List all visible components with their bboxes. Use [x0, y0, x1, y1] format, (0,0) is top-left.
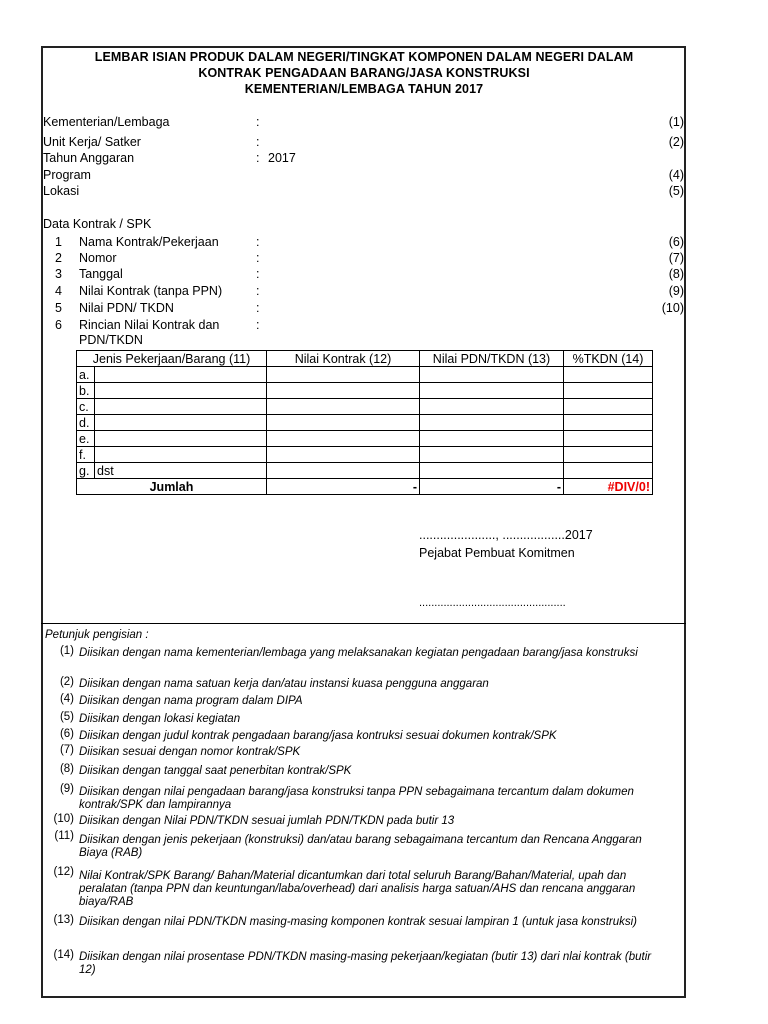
- title-line-1: LEMBAR ISIAN PRODUK DALAM NEGERI/TINGKAT KOMPONEN DALAM NEGERI DALAM: [94, 50, 634, 64]
- guide-text: Diisikan dengan nama program dalam DIPA: [79, 695, 303, 707]
- field-label-program: Program: [43, 168, 91, 182]
- row-nilai-pdn[interactable]: [420, 415, 564, 431]
- item-number: 5: [55, 301, 62, 315]
- row-nilai-kontrak[interactable]: [267, 447, 420, 463]
- row-nilai-kontrak[interactable]: [267, 463, 420, 479]
- guide-num: (2): [59, 676, 74, 688]
- row-nilai-kontrak[interactable]: [267, 431, 420, 447]
- row-tkdn[interactable]: [564, 367, 653, 383]
- guide-num: (14): [53, 949, 74, 961]
- guide-text: Diisikan dengan judul kontrak pengadaan barang/jasa kontruksi sesuai dokumen kontrak/SPK: [79, 730, 557, 742]
- item-ref: (7): [668, 251, 684, 265]
- item-label: Rincian Nilai Kontrak dan: [79, 318, 220, 332]
- row-letter: b.: [77, 383, 95, 399]
- total-nilai-kontrak: -: [267, 479, 420, 495]
- table-row: [77, 383, 653, 399]
- signature-role: Pejabat Pembuat Komitmen: [419, 546, 575, 560]
- table-row: [77, 463, 653, 479]
- item-colon: :: [256, 284, 260, 298]
- field-ref: (1): [668, 115, 684, 129]
- guide-text: Diisikan sesuai dengan nomor kontrak/SPK: [79, 746, 301, 758]
- guide-num: (11): [54, 830, 74, 842]
- row-nilai-kontrak[interactable]: [267, 383, 420, 399]
- guide-num: (9): [59, 783, 74, 795]
- row-letter: a.: [77, 367, 95, 383]
- row-tkdn[interactable]: [564, 383, 653, 399]
- table-row: [77, 447, 653, 463]
- row-tkdn[interactable]: [564, 431, 653, 447]
- section-divider: [41, 623, 686, 624]
- field-colon: :: [256, 115, 260, 129]
- item-number: 1: [55, 235, 62, 249]
- row-letter: f.: [77, 447, 95, 463]
- table-header-row: [77, 351, 653, 367]
- item-number: 4: [55, 284, 62, 298]
- row-desc[interactable]: [95, 399, 267, 415]
- row-nilai-kontrak[interactable]: [267, 367, 420, 383]
- row-nilai-pdn[interactable]: [420, 399, 564, 415]
- field-label-lokasi: Lokasi: [43, 184, 80, 198]
- item-number: 6: [55, 318, 62, 332]
- row-tkdn[interactable]: [564, 447, 653, 463]
- guide-title: Petunjuk pengisian :: [45, 629, 149, 641]
- col-header-nilai-pdn: Nilai PDN/TKDN (13): [420, 351, 564, 367]
- row-letter: e.: [77, 431, 95, 447]
- table-row: [77, 399, 653, 415]
- item-ref: (6): [668, 235, 684, 249]
- field-ref: (5): [668, 184, 684, 198]
- row-nilai-kontrak[interactable]: [267, 415, 420, 431]
- field-label-tahun-anggaran: Tahun Anggaran: [43, 151, 135, 165]
- item-ref: (8): [668, 267, 684, 281]
- item-label: Nama Kontrak/Pekerjaan: [79, 235, 219, 249]
- guide-num: (12): [53, 866, 74, 878]
- signature-line: ................................................: [419, 597, 566, 609]
- item-label-continued: PDN/TKDN: [79, 333, 143, 347]
- col-header-nilai-kontrak: Nilai Kontrak (12): [267, 351, 420, 367]
- guide-text: Diisikan dengan nilai pengadaan barang/jasa konstruksi tanpa PPN sebagaimana tercantum dalam dokumen kontrak/SPK dan lampirannya: [79, 786, 634, 811]
- field-colon: :: [256, 151, 260, 165]
- row-desc[interactable]: dst: [95, 463, 267, 479]
- title-line-2: KONTRAK PENGADAAN BARANG/JASA KONSTRUKSI: [198, 66, 530, 80]
- row-letter: c.: [77, 399, 95, 415]
- total-nilai-pdn: -: [420, 479, 564, 495]
- table-row: [77, 431, 653, 447]
- guide-text: Diisikan dengan tanggal saat penerbitan kontrak/SPK: [79, 765, 352, 777]
- guide-num: (6): [59, 728, 74, 740]
- item-colon: :: [256, 318, 260, 332]
- item-label: Tanggal: [79, 267, 123, 281]
- item-colon: :: [256, 267, 260, 281]
- guide-num: (13): [53, 914, 74, 926]
- row-desc[interactable]: [95, 431, 267, 447]
- item-ref: (9): [668, 284, 684, 298]
- field-value-tahun-anggaran: 2017: [268, 151, 296, 165]
- item-label: Nilai PDN/ TKDN: [79, 301, 174, 315]
- item-colon: :: [256, 235, 260, 249]
- row-nilai-pdn[interactable]: [420, 367, 564, 383]
- item-number: 2: [55, 251, 62, 265]
- guide-text: Diisikan dengan nilai PDN/TKDN masing-masing komponen kontrak sesuai lampiran 1 (untuk jasa konstruksi): [79, 916, 637, 928]
- field-label-kementerian: Kementerian/Lembaga: [43, 115, 170, 129]
- item-colon: :: [256, 251, 260, 265]
- row-desc[interactable]: [95, 447, 267, 463]
- guide-num: (5): [59, 711, 74, 723]
- row-tkdn[interactable]: [564, 463, 653, 479]
- item-label: Nilai Kontrak (tanpa PPN): [79, 284, 223, 298]
- row-desc[interactable]: [95, 383, 267, 399]
- col-header-tkdn: %TKDN (14): [564, 351, 653, 367]
- row-nilai-pdn[interactable]: [420, 463, 564, 479]
- row-letter: d.: [77, 415, 95, 431]
- guide-num: (8): [59, 763, 74, 775]
- field-colon: :: [256, 135, 260, 149]
- title-line-3: KEMENTERIAN/LEMBAGA TAHUN 2017: [244, 82, 484, 96]
- signature-date-line: ......................, ..................2017: [419, 528, 593, 542]
- guide-text: Diisikan dengan nama satuan kerja dan/atau instansi kuasa pengguna anggaran: [79, 678, 489, 690]
- total-label: Jumlah: [77, 479, 267, 495]
- row-tkdn[interactable]: [564, 399, 653, 415]
- guide-text: Diisikan dengan Nilai PDN/TKDN sesuai jumlah PDN/TKDN pada butir 13: [79, 815, 455, 827]
- guide-text: Nilai Kontrak/SPK Barang/ Bahan/Material dicantumkan dari total seluruh Barang/Bahan/Material, upah dan peralatan (tanpa PPN dan keuntungan/laba/overhead) dari analisis harga satuan/AHS dan rencana anggaran biaya/RAB: [79, 870, 636, 908]
- table-total-row: [77, 479, 653, 495]
- item-ref: (10): [661, 301, 684, 315]
- table-row: [77, 415, 653, 431]
- guide-text: Diisikan dengan nama kementerian/lembaga yang melaksanakan kegiatan pengadaan barang/jasa konstruksi: [79, 647, 638, 659]
- rincian-table: [76, 350, 653, 495]
- guide-num: (4): [59, 693, 74, 705]
- row-nilai-pdn[interactable]: [420, 431, 564, 447]
- col-header-jenis: Jenis Pekerjaan/Barang (11): [77, 351, 267, 367]
- guide-num: (10): [53, 813, 74, 825]
- row-desc[interactable]: [95, 415, 267, 431]
- total-tkdn: #DIV/0!: [564, 479, 653, 495]
- data-kontrak-heading: Data Kontrak / SPK: [43, 217, 152, 231]
- row-nilai-pdn[interactable]: [420, 383, 564, 399]
- guide-text: Diisikan dengan jenis pekerjaan (konstruksi) dan/atau barang sebagaimana tercantum dan Rencana Anggaran Biaya (RAB): [79, 834, 642, 859]
- table-row: [77, 367, 653, 383]
- guide-text: Diisikan dengan nilai prosentase PDN/TKDN masing-masing pekerjaan/kegiatan (butir 13) dari nlai kontrak (butir 12): [79, 951, 652, 976]
- field-ref: (4): [668, 168, 684, 182]
- row-tkdn[interactable]: [564, 415, 653, 431]
- guide-text: Diisikan dengan lokasi kegiatan: [79, 713, 241, 725]
- guide-num: (1): [59, 645, 74, 657]
- row-desc[interactable]: [95, 367, 267, 383]
- guide-num: (7): [59, 744, 74, 756]
- item-number: 3: [55, 267, 62, 281]
- row-letter: g.: [77, 463, 95, 479]
- item-colon: :: [256, 301, 260, 315]
- item-label: Nomor: [79, 251, 117, 265]
- field-ref: (2): [668, 135, 684, 149]
- field-label-unit-kerja: Unit Kerja/ Satker: [43, 135, 141, 149]
- row-nilai-pdn[interactable]: [420, 447, 564, 463]
- row-nilai-kontrak[interactable]: [267, 399, 420, 415]
